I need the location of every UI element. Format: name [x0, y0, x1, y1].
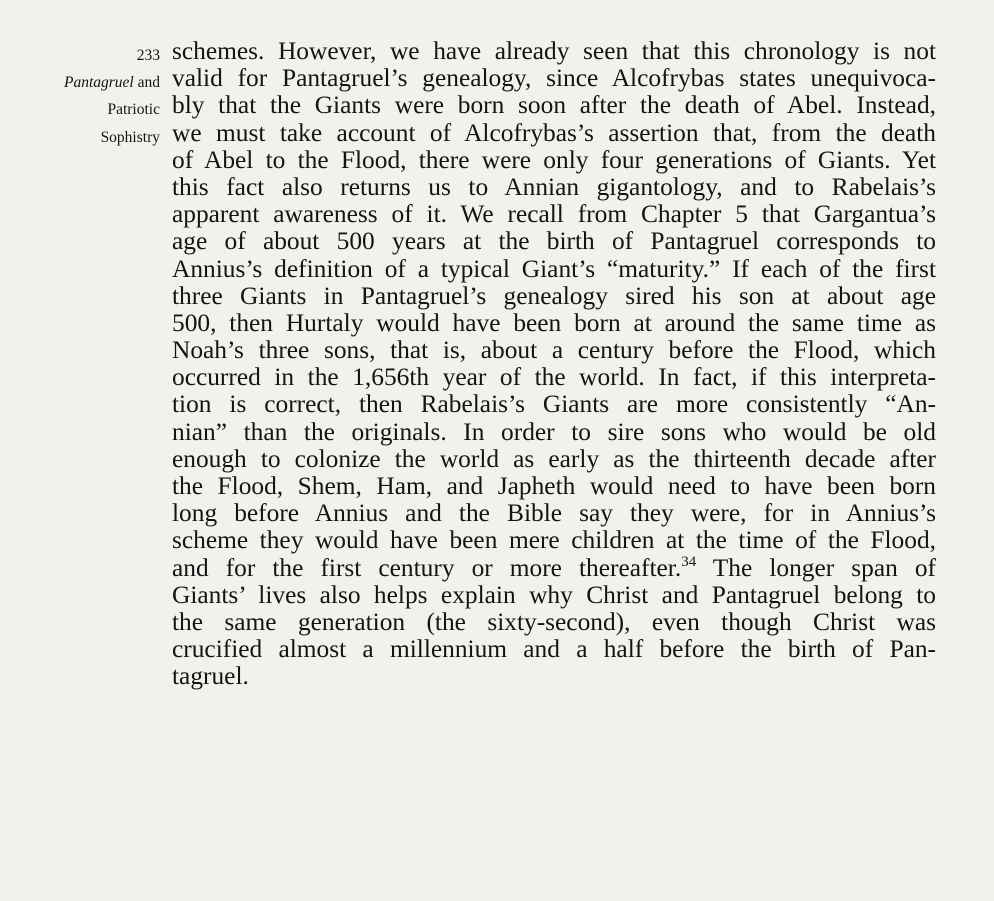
- running-title-and: and: [133, 74, 160, 92]
- text-line: 500, then Hurtaly would have been born at around the same time as: [172, 308, 936, 337]
- text-line: valid for Pantagruel’s genealogy, since Alcofrybas states unequivoca-: [172, 64, 936, 93]
- text-line: age of about 500 years at the birth of Pantagruel corresponds to: [172, 227, 936, 256]
- text-line: long before Annius and the Bible say they were, for in Annius’s: [172, 499, 936, 528]
- text-line: of Abel to the Flood, there were only four generations of Giants. Yet: [172, 145, 936, 174]
- text-line: bly that the Giants were born soon after the death of Abel. Instead,: [172, 91, 936, 120]
- text-line: three Giants in Pantagruel’s genealogy sired his son at about age: [172, 281, 936, 310]
- text-line: Annius’s definition of a typical Giant’s “maturity.” If each of the first: [172, 254, 936, 283]
- text-line: we must take account of Alcofrybas’s assertion that, from the death: [172, 118, 936, 147]
- text-line-with-footnote: [172, 555, 936, 582]
- text-line: crucified almost a millennium and a half before the birth of Pan-: [172, 635, 936, 664]
- text-line: nian” than the originals. In order to sire sons who would be old: [172, 417, 936, 446]
- footnote-reference[interactable]: 34: [681, 553, 697, 570]
- body-text: [172, 38, 936, 691]
- text-segment: The longer span of: [696, 553, 936, 582]
- text-line: the Flood, Shem, Ham, and Japheth would need to have been born: [172, 472, 936, 500]
- text-line: tion is correct, then Rabelais’s Giants are more consistently “An-: [172, 390, 936, 419]
- text-line: enough to colonize the world as early as the thirteenth decade after: [172, 444, 936, 473]
- running-title-line-1: [0, 69, 160, 96]
- text-line: the same generation (the sixty-second), even though Christ was: [172, 607, 936, 636]
- running-title-line-2: Patriotic: [107, 101, 160, 119]
- text-line: Noah’s three sons, that is, about a century before the Flood, which: [172, 336, 936, 365]
- running-title-line-3: Sophistry: [100, 128, 160, 146]
- text-line: schemes. However, we have already seen that this chronology is not: [172, 37, 936, 65]
- text-line: apparent awareness of it. We recall from Chapter 5 that Gargantua’s: [172, 200, 936, 229]
- page-number: 233: [136, 47, 160, 64]
- running-title-italic: Pantagruel: [63, 74, 134, 92]
- running-header-margin: [0, 42, 160, 151]
- text-line: this fact also returns us to Annian gigantology, and to Rabelais’s: [172, 172, 936, 201]
- text-line: Giants’ lives also helps explain why Christ and Pantagruel belong to: [172, 580, 936, 609]
- text-line: occurred in the 1,656th year of the world. In fact, if this interpreta-: [172, 363, 936, 392]
- text-segment: and for the first century or more thereafter.: [172, 553, 682, 582]
- text-line: scheme they would have been mere children at the time of the Flood,: [172, 526, 936, 555]
- text-line-last: tagruel.: [172, 662, 249, 691]
